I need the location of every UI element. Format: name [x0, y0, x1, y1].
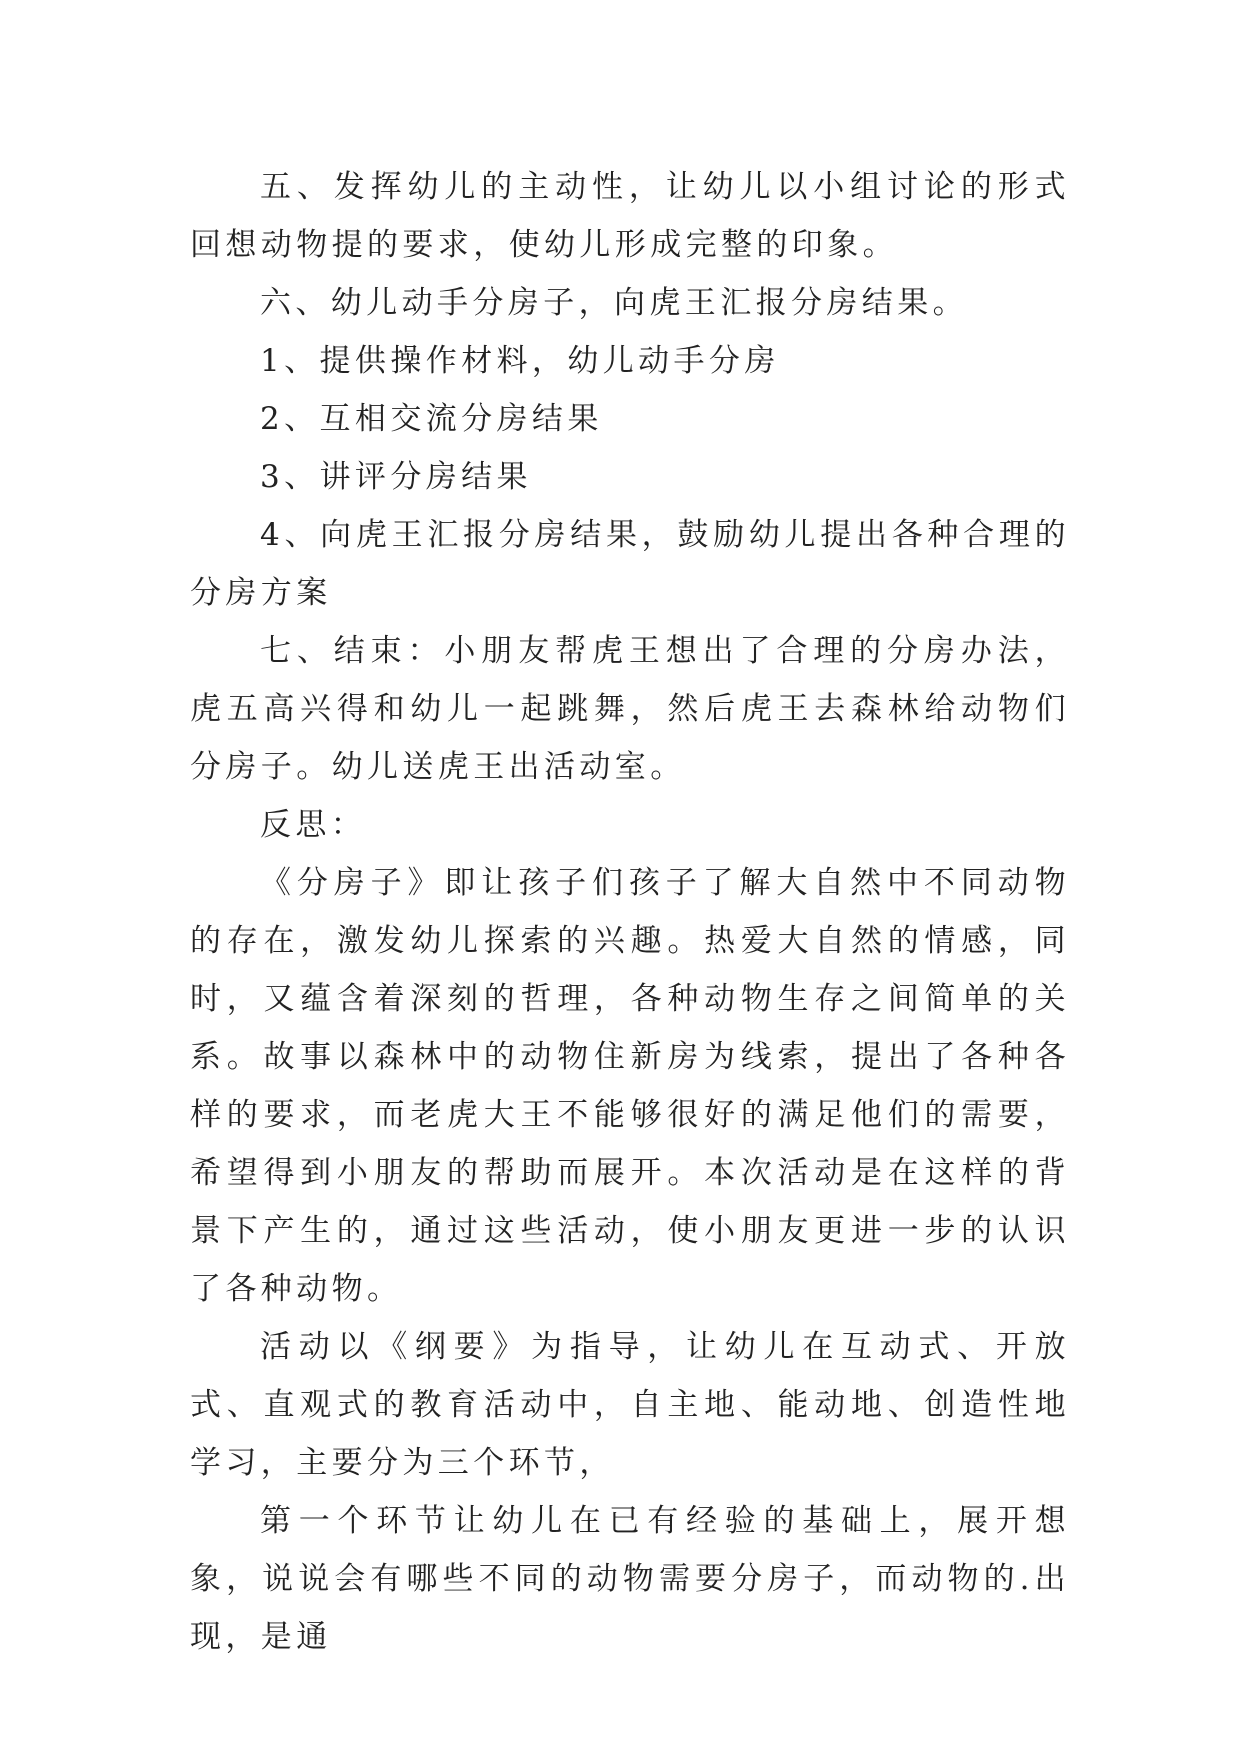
- paragraph: 1、提供操作材料，幼儿动手分房: [260, 343, 780, 379]
- paragraph: 五、发挥幼儿的主动性，让幼儿以小组讨论的形式回想动物提的要求，使幼儿形成完整的印象。: [190, 169, 1070, 263]
- paragraph: 七、结束：小朋友帮虎王想出了合理的分房办法，虎五高兴得和幼儿一起跳舞，然后虎王去森林给动物们分房子。幼儿送虎王出活动室。: [190, 633, 1070, 785]
- paragraph-heading: 反思：: [260, 807, 367, 843]
- paragraph: 活动以《纲要》为指导，让幼儿在互动式、开放式、直观式的教育活动中，自主地、能动地、创造性地学习，主要分为三个环节，: [190, 1329, 1070, 1481]
- paragraph: 《分房子》即让孩子们孩子了解大自然中不同动物的存在，激发幼儿探索的兴趣。热爱大自然的情感，同时，又蕴含着深刻的哲理，各种动物生存之间简单的关系。故事以森林中的动物住新房为线索，提出了各种各样的要求，而老虎大王不能够很好的满足他们的需要，希望得到小朋友的帮助而展开。本次活动是在这样的背景下产生的，通过这些活动，使小朋友更进一步的认识了各种动物。: [190, 865, 1070, 1307]
- paragraph: 3、讲评分房结果: [260, 459, 532, 495]
- document-body: [190, 158, 1070, 1666]
- paragraph: 第一个环节让幼儿在已有经验的基础上，展开想象，说说会有哪些不同的动物需要分房子，而动物的.出现，是通: [190, 1503, 1070, 1655]
- paragraph: 六、幼儿动手分房子，向虎王汇报分房结果。: [260, 285, 968, 321]
- paragraph: 4、向虎王汇报分房结果，鼓励幼儿提出各种合理的分房方案: [190, 517, 1070, 611]
- paragraph: 2、互相交流分房结果: [260, 401, 603, 437]
